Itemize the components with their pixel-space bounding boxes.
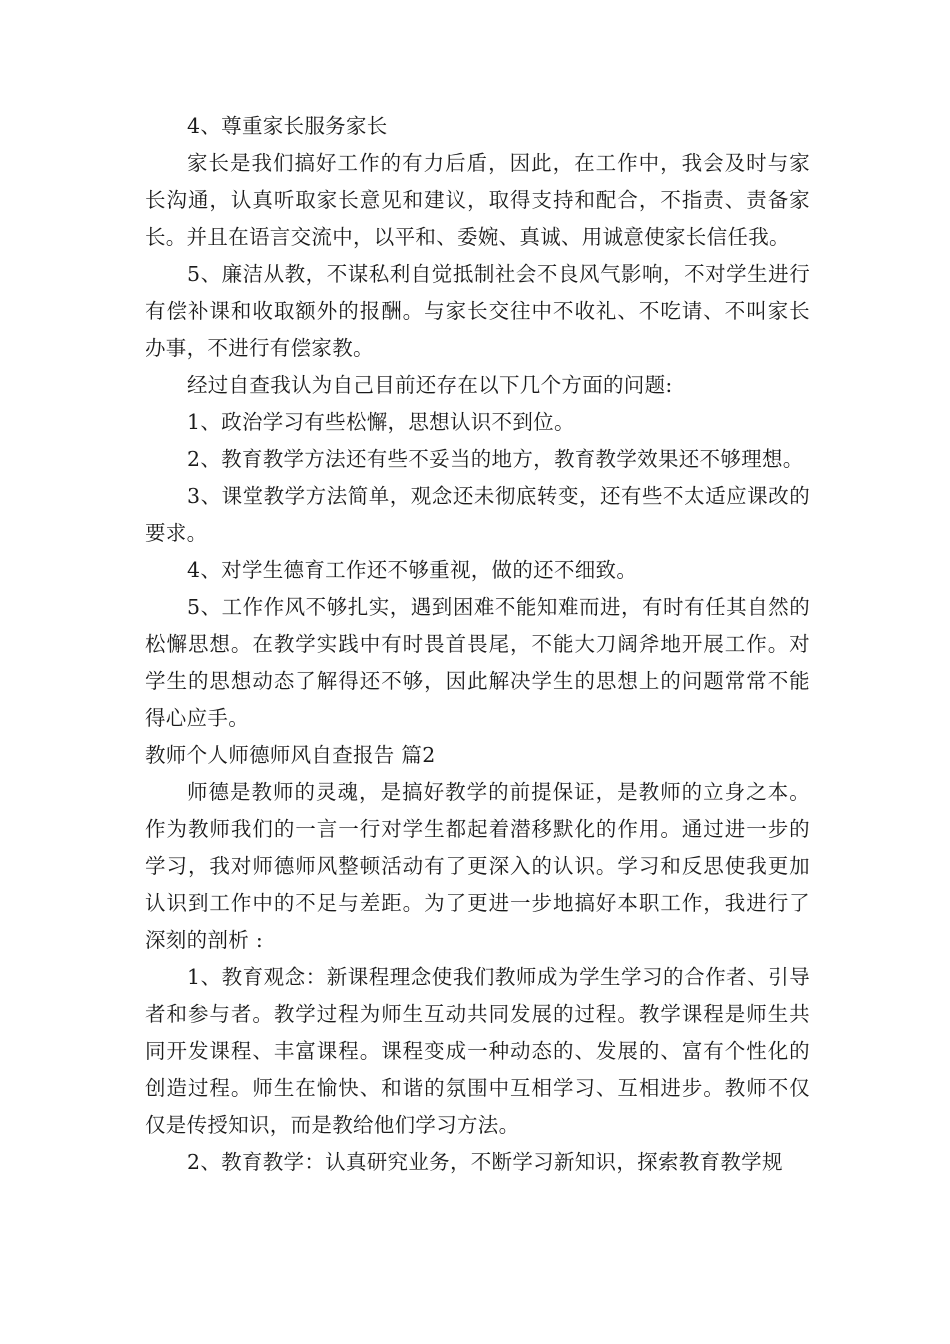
section-heading: 教师个人师德师风自查报告 篇2: [145, 743, 436, 767]
analysis-item-1: 1、教育观念：新课程理念使我们教师成为学生学习的合作者、引导者和参与者。教学过程为师生互动共同发展的过程。教学课程是师生共同开发课程、丰富课程。课程变成一种动态的、发展的、富有个性化的创造过程。师生在愉快、和谐的氛围中互相学习、互相进步。教师不仅仅是传授知识，而是教给他们学习方法。: [145, 965, 810, 1137]
problem-item-3: 3、课堂教学方法简单，观念还未彻底转变，还有些不太适应课改的要求。: [145, 484, 810, 545]
section-item-5: 5、廉洁从教，不谋私利自觉抵制社会不良风气影响，不对学生进行有偿补课和收取额外的报酬。与家长交往中不收礼、不吃请、不叫家长办事，不进行有偿家教。: [145, 262, 810, 360]
section-item-4: 4、尊重家长服务家长: [187, 114, 388, 138]
analysis-item-2: 2、教育教学：认真研究业务，不断学习新知识，探索教育教学规: [187, 1150, 783, 1174]
body-paragraph: 经过自查我认为自己目前还存在以下几个方面的问题:: [187, 373, 673, 397]
problem-item-4: 4、对学生德育工作还不够重视，做的还不细致。: [187, 558, 638, 582]
problem-item-5: 5、工作作风不够扎实，遇到困难不能知难而进，有时有任其自然的松懈思想。在教学实践中有时畏首畏尾，不能大刀阔斧地开展工作。对学生的思想动态了解得还不够，因此解决学生的思想上的问题常常不能得心应手。: [145, 595, 810, 730]
body-paragraph: 家长是我们搞好工作的有力后盾，因此，在工作中，我会及时与家长沟通，认真听取家长意见和建议，取得支持和配合，不指责、责备家长。并且在语言交流中，以平和、委婉、真诚、用诚意使家长信任我。: [145, 151, 810, 249]
problem-item-2: 2、教育教学方法还有些不妥当的地方，教育教学效果还不够理想。: [187, 447, 804, 471]
document-page: [145, 108, 810, 1181]
problem-item-1: 1、政治学习有些松懈，思想认识不到位。: [187, 410, 575, 434]
body-paragraph: 师德是教师的灵魂，是搞好教学的前提保证，是教师的立身之本。作为教师我们的一言一行对学生都起着潜移默化的作用。通过进一步的学习，我对师德师风整顿活动有了更深入的认识。学习和反思使我更加认识到工作中的不足与差距。为了更进一步地搞好本职工作，我进行了深刻的剖析 :: [145, 780, 810, 952]
